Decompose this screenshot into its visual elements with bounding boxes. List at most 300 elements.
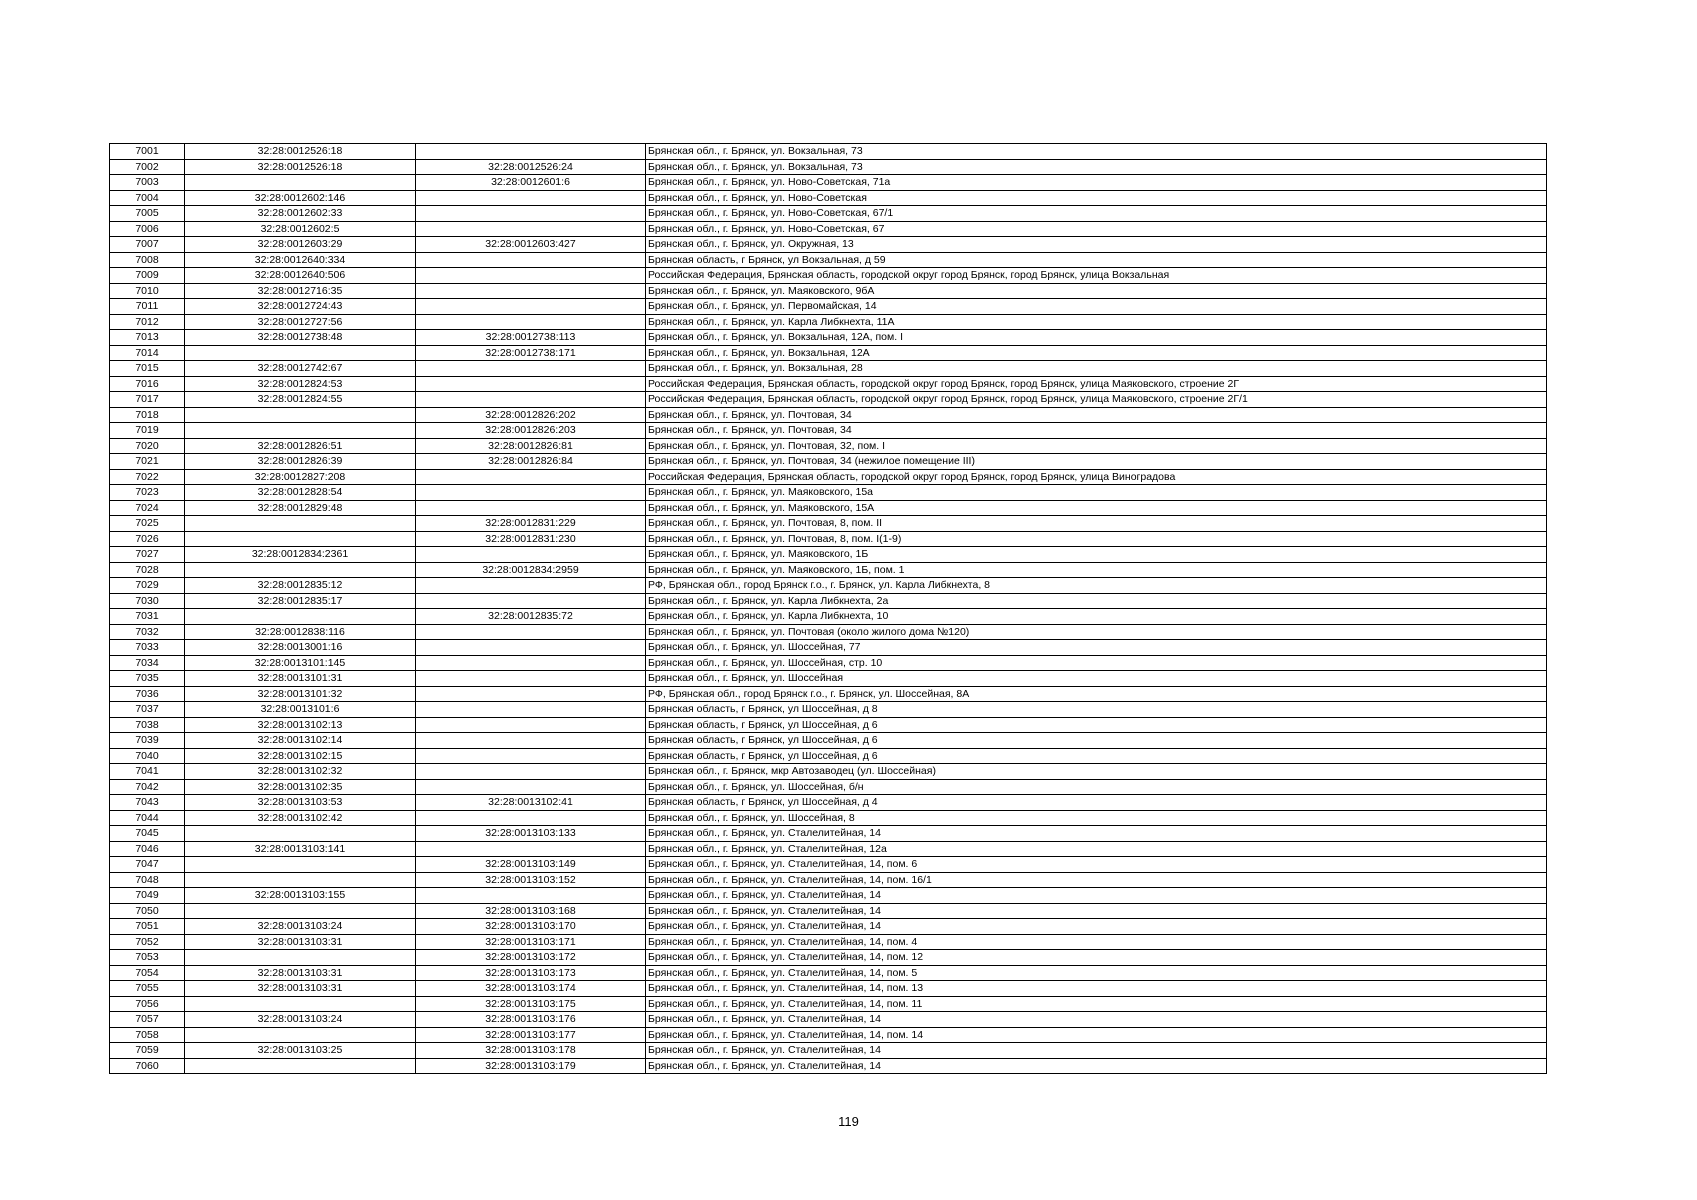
cadastral-number-cell: 32:28:0013103:155: [185, 888, 416, 904]
cadastral-number-cell: 32:28:0012835:17: [185, 593, 416, 609]
related-cadastral-number-cell: 32:28:0013103:178: [416, 1043, 646, 1059]
table-row: [110, 609, 1547, 625]
cadastral-number-cell: [185, 562, 416, 578]
cadastral-number-cell: 32:28:0013101:31: [185, 671, 416, 687]
cadastral-number-cell: [185, 407, 416, 423]
table-row: [110, 593, 1547, 609]
cadastral-number-cell: [185, 857, 416, 873]
table-row: [110, 857, 1547, 873]
table-row: [110, 237, 1547, 253]
row-number-cell: 7052: [110, 934, 185, 950]
related-cadastral-number-cell: [416, 144, 646, 160]
address-cell: Брянская обл., г. Брянск, ул. Почтовая, 8, пом. I(1-9): [646, 531, 1547, 547]
table-row: [110, 175, 1547, 191]
related-cadastral-number-cell: 32:28:0013103:174: [416, 981, 646, 997]
row-number-cell: 7047: [110, 857, 185, 873]
related-cadastral-number-cell: 32:28:0012826:81: [416, 438, 646, 454]
cadastral-number-cell: 32:28:0013103:24: [185, 1012, 416, 1028]
table-row: [110, 981, 1547, 997]
related-cadastral-number-cell: [416, 686, 646, 702]
related-cadastral-number-cell: [416, 361, 646, 377]
related-cadastral-number-cell: 32:28:0012831:229: [416, 516, 646, 532]
page-number: 119: [838, 1114, 859, 1129]
row-number-cell: 7006: [110, 221, 185, 237]
row-number-cell: 7055: [110, 981, 185, 997]
cadastral-number-cell: 32:28:0012526:18: [185, 159, 416, 175]
row-number-cell: 7018: [110, 407, 185, 423]
address-cell: Брянская обл., г. Брянск, ул. Сталелитейная, 14, пом. 12: [646, 950, 1547, 966]
related-cadastral-number-cell: [416, 671, 646, 687]
table-row: [110, 283, 1547, 299]
row-number-cell: 7011: [110, 299, 185, 315]
row-number-cell: 7003: [110, 175, 185, 191]
address-cell: Брянская обл., г. Брянск, ул. Сталелитейная, 14, пом. 6: [646, 857, 1547, 873]
row-number-cell: 7005: [110, 206, 185, 222]
table-row: [110, 516, 1547, 532]
cadastral-number-cell: 32:28:0012602:5: [185, 221, 416, 237]
cadastral-number-cell: 32:28:0013102:32: [185, 764, 416, 780]
cadastral-number-cell: 32:28:0013101:6: [185, 702, 416, 718]
related-cadastral-number-cell: [416, 578, 646, 594]
row-number-cell: 7044: [110, 810, 185, 826]
table-row: [110, 717, 1547, 733]
cadastral-number-cell: 32:28:0012640:334: [185, 252, 416, 268]
related-cadastral-number-cell: [416, 469, 646, 485]
table-row: [110, 1043, 1547, 1059]
related-cadastral-number-cell: [416, 888, 646, 904]
cadastral-number-cell: [185, 996, 416, 1012]
table-row: [110, 438, 1547, 454]
table-row: [110, 500, 1547, 516]
address-cell: Брянская обл., г. Брянск, ул. Сталелитейная, 14: [646, 1043, 1547, 1059]
cadastral-number-cell: 32:28:0012640:506: [185, 268, 416, 284]
row-number-cell: 7041: [110, 764, 185, 780]
address-cell: Брянская область, г Брянск, ул Шоссейная, д 8: [646, 702, 1547, 718]
cadastral-number-cell: 32:28:0012824:53: [185, 376, 416, 392]
row-number-cell: 7030: [110, 593, 185, 609]
address-cell: Брянская обл., г. Брянск, ул. Ново-Советская, 67/1: [646, 206, 1547, 222]
related-cadastral-number-cell: [416, 190, 646, 206]
table-row: [110, 547, 1547, 563]
cadastral-number-cell: 32:28:0013102:42: [185, 810, 416, 826]
related-cadastral-number-cell: 32:28:0013103:173: [416, 965, 646, 981]
address-cell: РФ, Брянская обл., город Брянск г.о., г. Брянск, ул. Карла Либкнехта, 8: [646, 578, 1547, 594]
cadastral-number-cell: [185, 609, 416, 625]
address-cell: Российская Федерация, Брянская область, городской округ город Брянск, город Брянск, улица Маяковского, строение 2Г/1: [646, 392, 1547, 408]
cadastral-number-cell: [185, 872, 416, 888]
address-cell: Брянская обл., г. Брянск, ул. Почтовая, 8, пом. II: [646, 516, 1547, 532]
address-cell: Брянская область, г Брянск, ул Шоссейная, д 4: [646, 795, 1547, 811]
cadastral-number-cell: 32:28:0013103:31: [185, 934, 416, 950]
address-cell: Брянская обл., г. Брянск, ул. Почтовая, 34 (нежилое помещение III): [646, 454, 1547, 470]
related-cadastral-number-cell: [416, 748, 646, 764]
table-row: [110, 624, 1547, 640]
row-number-cell: 7036: [110, 686, 185, 702]
address-cell: Брянская обл., г. Брянск, ул. Сталелитейная, 14: [646, 826, 1547, 842]
address-cell: Брянская обл., г. Брянск, ул. Вокзальная, 28: [646, 361, 1547, 377]
table-row: [110, 454, 1547, 470]
cadastral-number-cell: 32:28:0012526:18: [185, 144, 416, 160]
related-cadastral-number-cell: 32:28:0012526:24: [416, 159, 646, 175]
related-cadastral-number-cell: [416, 299, 646, 315]
cadastral-number-cell: 32:28:0013102:15: [185, 748, 416, 764]
related-cadastral-number-cell: 32:28:0012834:2959: [416, 562, 646, 578]
address-cell: Брянская обл., г. Брянск, ул. Вокзальная, 73: [646, 159, 1547, 175]
row-number-cell: 7013: [110, 330, 185, 346]
cadastral-number-cell: 32:28:0012838:116: [185, 624, 416, 640]
row-number-cell: 7004: [110, 190, 185, 206]
table-row: [110, 190, 1547, 206]
row-number-cell: 7039: [110, 733, 185, 749]
related-cadastral-number-cell: 32:28:0012603:427: [416, 237, 646, 253]
cadastral-number-cell: 32:28:0012826:51: [185, 438, 416, 454]
row-number-cell: 7010: [110, 283, 185, 299]
row-number-cell: 7053: [110, 950, 185, 966]
table-row: [110, 531, 1547, 547]
row-number-cell: 7016: [110, 376, 185, 392]
table-row: [110, 919, 1547, 935]
row-number-cell: 7058: [110, 1027, 185, 1043]
cadastral-number-cell: 32:28:0013103:24: [185, 919, 416, 935]
related-cadastral-number-cell: 32:28:0012601:6: [416, 175, 646, 191]
related-cadastral-number-cell: [416, 841, 646, 857]
cadastral-number-cell: [185, 423, 416, 439]
table-row: [110, 810, 1547, 826]
row-number-cell: 7046: [110, 841, 185, 857]
cadastral-number-cell: 32:28:0012602:146: [185, 190, 416, 206]
address-cell: Брянская обл., г. Брянск, ул. Почтовая, 32, пом. I: [646, 438, 1547, 454]
address-cell: Брянская обл., г. Брянск, ул. Сталелитейная, 14, пом. 5: [646, 965, 1547, 981]
cadastral-number-cell: [185, 1027, 416, 1043]
table-row: [110, 764, 1547, 780]
address-cell: Брянская обл., г. Брянск, ул. Окружная, 13: [646, 237, 1547, 253]
table-row: [110, 330, 1547, 346]
cadastral-number-cell: [185, 345, 416, 361]
address-cell: Брянская обл., г. Брянск, ул. Сталелитейная, 14, пом. 14: [646, 1027, 1547, 1043]
row-number-cell: 7048: [110, 872, 185, 888]
cadastral-number-cell: 32:28:0013103:31: [185, 981, 416, 997]
row-number-cell: 7060: [110, 1058, 185, 1074]
address-cell: Брянская обл., г. Брянск, ул. Сталелитейная, 12а: [646, 841, 1547, 857]
table-row: [110, 841, 1547, 857]
related-cadastral-number-cell: 32:28:0013103:149: [416, 857, 646, 873]
related-cadastral-number-cell: 32:28:0013103:177: [416, 1027, 646, 1043]
cadastral-number-cell: 32:28:0013101:32: [185, 686, 416, 702]
cadastral-number-cell: 32:28:0013001:16: [185, 640, 416, 656]
row-number-cell: 7023: [110, 485, 185, 501]
row-number-cell: 7026: [110, 531, 185, 547]
cadastral-number-cell: 32:28:0013102:13: [185, 717, 416, 733]
table-row: [110, 221, 1547, 237]
row-number-cell: 7012: [110, 314, 185, 330]
row-number-cell: 7034: [110, 655, 185, 671]
address-cell: Брянская обл., г. Брянск, ул. Вокзальная, 12А: [646, 345, 1547, 361]
address-cell: Брянская обл., г. Брянск, ул. Сталелитейная, 14, пом. 11: [646, 996, 1547, 1012]
related-cadastral-number-cell: [416, 779, 646, 795]
address-cell: РФ, Брянская обл., город Брянск г.о., г. Брянск, ул. Шоссейная, 8А: [646, 686, 1547, 702]
table-row: [110, 779, 1547, 795]
cadastral-number-cell: 32:28:0012835:12: [185, 578, 416, 594]
cadastral-number-cell: 32:28:0013103:141: [185, 841, 416, 857]
address-cell: Брянская обл., г. Брянск, ул. Сталелитейная, 14, пом. 13: [646, 981, 1547, 997]
address-cell: Брянская обл., г. Брянск, ул. Маяковского, 15а: [646, 485, 1547, 501]
address-cell: Брянская обл., г. Брянск, ул. Карла Либкнехта, 10: [646, 609, 1547, 625]
cadastral-number-cell: 32:28:0012827:208: [185, 469, 416, 485]
registry-table-body: [110, 144, 1547, 1074]
related-cadastral-number-cell: 32:28:0012738:113: [416, 330, 646, 346]
row-number-cell: 7014: [110, 345, 185, 361]
table-row: [110, 795, 1547, 811]
table-row: [110, 361, 1547, 377]
cadastral-number-cell: 32:28:0013103:25: [185, 1043, 416, 1059]
cadastral-number-cell: 32:28:0013103:31: [185, 965, 416, 981]
row-number-cell: 7045: [110, 826, 185, 842]
row-number-cell: 7033: [110, 640, 185, 656]
cadastral-number-cell: [185, 826, 416, 842]
table-row: [110, 655, 1547, 671]
related-cadastral-number-cell: 32:28:0013103:172: [416, 950, 646, 966]
address-cell: Брянская обл., г. Брянск, ул. Шоссейная, стр. 10: [646, 655, 1547, 671]
related-cadastral-number-cell: 32:28:0013102:41: [416, 795, 646, 811]
address-cell: Брянская обл., г. Брянск, ул. Вокзальная, 73: [646, 144, 1547, 160]
table-row: [110, 299, 1547, 315]
related-cadastral-number-cell: [416, 702, 646, 718]
registry-table: [109, 143, 1547, 1074]
related-cadastral-number-cell: 32:28:0012831:230: [416, 531, 646, 547]
table-row: [110, 485, 1547, 501]
related-cadastral-number-cell: [416, 593, 646, 609]
row-number-cell: 7015: [110, 361, 185, 377]
related-cadastral-number-cell: [416, 252, 646, 268]
cadastral-number-cell: [185, 950, 416, 966]
table-row: [110, 376, 1547, 392]
table-row: [110, 578, 1547, 594]
table-row: [110, 903, 1547, 919]
related-cadastral-number-cell: 32:28:0012738:171: [416, 345, 646, 361]
table-row: [110, 1027, 1547, 1043]
address-cell: Брянская обл., г. Брянск, ул. Ново-Советская: [646, 190, 1547, 206]
related-cadastral-number-cell: [416, 376, 646, 392]
row-number-cell: 7024: [110, 500, 185, 516]
row-number-cell: 7002: [110, 159, 185, 175]
table-row: [110, 252, 1547, 268]
related-cadastral-number-cell: [416, 810, 646, 826]
related-cadastral-number-cell: [416, 500, 646, 516]
row-number-cell: 7025: [110, 516, 185, 532]
related-cadastral-number-cell: 32:28:0013103:170: [416, 919, 646, 935]
table-row: [110, 392, 1547, 408]
address-cell: Брянская область, г Брянск, ул Шоссейная, д 6: [646, 733, 1547, 749]
address-cell: Брянская обл., г. Брянск, ул. Карла Либкнехта, 11А: [646, 314, 1547, 330]
cadastral-number-cell: 32:28:0013101:145: [185, 655, 416, 671]
address-cell: Брянская обл., г. Брянск, ул. Сталелитейная, 14: [646, 1058, 1547, 1074]
row-number-cell: 7049: [110, 888, 185, 904]
related-cadastral-number-cell: [416, 547, 646, 563]
row-number-cell: 7001: [110, 144, 185, 160]
address-cell: Брянская обл., г. Брянск, ул. Ново-Советская, 67: [646, 221, 1547, 237]
row-number-cell: 7043: [110, 795, 185, 811]
cadastral-number-cell: [185, 516, 416, 532]
address-cell: Брянская обл., г. Брянск, ул. Сталелитейная, 14: [646, 888, 1547, 904]
table-row: [110, 702, 1547, 718]
related-cadastral-number-cell: 32:28:0012826:202: [416, 407, 646, 423]
address-cell: Брянская обл., г. Брянск, ул. Маяковского, 1Б: [646, 547, 1547, 563]
related-cadastral-number-cell: [416, 392, 646, 408]
address-cell: Брянская обл., г. Брянск, ул. Сталелитейная, 14: [646, 1012, 1547, 1028]
row-number-cell: 7035: [110, 671, 185, 687]
row-number-cell: 7007: [110, 237, 185, 253]
cadastral-number-cell: [185, 175, 416, 191]
table-row: [110, 268, 1547, 284]
row-number-cell: 7021: [110, 454, 185, 470]
address-cell: Брянская обл., г. Брянск, ул. Первомайская, 14: [646, 299, 1547, 315]
address-cell: Брянская обл., г. Брянск, ул. Маяковского, 15А: [646, 500, 1547, 516]
row-number-cell: 7037: [110, 702, 185, 718]
address-cell: Брянская обл., г. Брянск, ул. Сталелитейная, 14, пом. 4: [646, 934, 1547, 950]
cadastral-number-cell: 32:28:0012602:33: [185, 206, 416, 222]
row-number-cell: 7020: [110, 438, 185, 454]
address-cell: Брянская обл., г. Брянск, ул. Ново-Советская, 71а: [646, 175, 1547, 191]
cadastral-number-cell: 32:28:0012727:56: [185, 314, 416, 330]
related-cadastral-number-cell: 32:28:0012826:84: [416, 454, 646, 470]
cadastral-number-cell: 32:28:0012826:39: [185, 454, 416, 470]
cadastral-number-cell: 32:28:0013102:14: [185, 733, 416, 749]
address-cell: Российская Федерация, Брянская область, городской округ город Брянск, город Брянск, улица Виноградова: [646, 469, 1547, 485]
row-number-cell: 7032: [110, 624, 185, 640]
table-row: [110, 965, 1547, 981]
related-cadastral-number-cell: 32:28:0012835:72: [416, 609, 646, 625]
address-cell: Брянская обл., г. Брянск, ул. Маяковского, 1Б, пом. 1: [646, 562, 1547, 578]
table-row: [110, 144, 1547, 160]
row-number-cell: 7042: [110, 779, 185, 795]
table-row: [110, 888, 1547, 904]
address-cell: Брянская обл., г. Брянск, мкр Автозаводец (ул. Шоссейная): [646, 764, 1547, 780]
cadastral-number-cell: 32:28:0012824:55: [185, 392, 416, 408]
cadastral-number-cell: 32:28:0012828:54: [185, 485, 416, 501]
address-cell: Брянская обл., г. Брянск, ул. Шоссейная, 8: [646, 810, 1547, 826]
related-cadastral-number-cell: 32:28:0012826:203: [416, 423, 646, 439]
related-cadastral-number-cell: [416, 206, 646, 222]
related-cadastral-number-cell: 32:28:0013103:171: [416, 934, 646, 950]
row-number-cell: 7056: [110, 996, 185, 1012]
cadastral-number-cell: 32:28:0012834:2361: [185, 547, 416, 563]
table-row: [110, 469, 1547, 485]
cadastral-number-cell: 32:28:0012716:35: [185, 283, 416, 299]
row-number-cell: 7017: [110, 392, 185, 408]
related-cadastral-number-cell: 32:28:0013103:176: [416, 1012, 646, 1028]
table-row: [110, 562, 1547, 578]
row-number-cell: 7057: [110, 1012, 185, 1028]
cadastral-number-cell: 32:28:0012742:67: [185, 361, 416, 377]
table-row: [110, 1058, 1547, 1074]
table-row: [110, 934, 1547, 950]
related-cadastral-number-cell: 32:28:0013103:133: [416, 826, 646, 842]
row-number-cell: 7019: [110, 423, 185, 439]
cadastral-number-cell: 32:28:0013103:53: [185, 795, 416, 811]
address-cell: Брянская обл., г. Брянск, ул. Шоссейная, 77: [646, 640, 1547, 656]
table-row: [110, 950, 1547, 966]
cadastral-number-cell: [185, 903, 416, 919]
table-row: [110, 748, 1547, 764]
related-cadastral-number-cell: 32:28:0013103:168: [416, 903, 646, 919]
related-cadastral-number-cell: [416, 485, 646, 501]
table-row: [110, 996, 1547, 1012]
related-cadastral-number-cell: 32:28:0013103:152: [416, 872, 646, 888]
address-cell: Брянская область, г Брянск, ул Вокзальная, д 59: [646, 252, 1547, 268]
table-row: [110, 1012, 1547, 1028]
related-cadastral-number-cell: [416, 314, 646, 330]
cadastral-number-cell: 32:28:0012603:29: [185, 237, 416, 253]
related-cadastral-number-cell: [416, 268, 646, 284]
address-cell: Российская Федерация, Брянская область, городской округ город Брянск, город Брянск, улица Вокзальная: [646, 268, 1547, 284]
row-number-cell: 7051: [110, 919, 185, 935]
table-row: [110, 345, 1547, 361]
cadastral-number-cell: 32:28:0012724:43: [185, 299, 416, 315]
table-row: [110, 686, 1547, 702]
cadastral-number-cell: [185, 531, 416, 547]
row-number-cell: 7008: [110, 252, 185, 268]
table-row: [110, 671, 1547, 687]
table-row: [110, 640, 1547, 656]
related-cadastral-number-cell: [416, 221, 646, 237]
related-cadastral-number-cell: [416, 733, 646, 749]
related-cadastral-number-cell: [416, 624, 646, 640]
row-number-cell: 7031: [110, 609, 185, 625]
cadastral-number-cell: [185, 1058, 416, 1074]
related-cadastral-number-cell: [416, 764, 646, 780]
cadastral-number-cell: 32:28:0013102:35: [185, 779, 416, 795]
address-cell: Брянская область, г Брянск, ул Шоссейная, д 6: [646, 748, 1547, 764]
row-number-cell: 7038: [110, 717, 185, 733]
address-cell: Брянская обл., г. Брянск, ул. Шоссейная, б/н: [646, 779, 1547, 795]
address-cell: Брянская обл., г. Брянск, ул. Маяковского, 9бА: [646, 283, 1547, 299]
row-number-cell: 7059: [110, 1043, 185, 1059]
related-cadastral-number-cell: [416, 655, 646, 671]
table-row: [110, 872, 1547, 888]
table-row: [110, 159, 1547, 175]
address-cell: Брянская обл., г. Брянск, ул. Карла Либкнехта, 2а: [646, 593, 1547, 609]
address-cell: Брянская обл., г. Брянск, ул. Вокзальная, 12А, пом. I: [646, 330, 1547, 346]
address-cell: Брянская область, г Брянск, ул Шоссейная, д 6: [646, 717, 1547, 733]
related-cadastral-number-cell: [416, 283, 646, 299]
address-cell: Брянская обл., г. Брянск, ул. Сталелитейная, 14: [646, 903, 1547, 919]
table-row: [110, 733, 1547, 749]
row-number-cell: 7050: [110, 903, 185, 919]
address-cell: Брянская обл., г. Брянск, ул. Почтовая (около жилого дома №120): [646, 624, 1547, 640]
table-row: [110, 206, 1547, 222]
row-number-cell: 7027: [110, 547, 185, 563]
table-row: [110, 314, 1547, 330]
address-cell: Брянская обл., г. Брянск, ул. Сталелитейная, 14: [646, 919, 1547, 935]
address-cell: Российская Федерация, Брянская область, городской округ город Брянск, город Брянск, улица Маяковского, строение 2Г: [646, 376, 1547, 392]
related-cadastral-number-cell: 32:28:0013103:179: [416, 1058, 646, 1074]
row-number-cell: 7040: [110, 748, 185, 764]
related-cadastral-number-cell: [416, 640, 646, 656]
address-cell: Брянская обл., г. Брянск, ул. Почтовая, 34: [646, 423, 1547, 439]
related-cadastral-number-cell: [416, 717, 646, 733]
row-number-cell: 7022: [110, 469, 185, 485]
address-cell: Брянская обл., г. Брянск, ул. Почтовая, 34: [646, 407, 1547, 423]
row-number-cell: 7029: [110, 578, 185, 594]
table-row: [110, 407, 1547, 423]
row-number-cell: 7009: [110, 268, 185, 284]
cadastral-number-cell: 32:28:0012738:48: [185, 330, 416, 346]
cadastral-number-cell: 32:28:0012829:48: [185, 500, 416, 516]
table-row: [110, 423, 1547, 439]
related-cadastral-number-cell: 32:28:0013103:175: [416, 996, 646, 1012]
address-cell: Брянская обл., г. Брянск, ул. Сталелитейная, 14, пом. 16/1: [646, 872, 1547, 888]
row-number-cell: 7054: [110, 965, 185, 981]
